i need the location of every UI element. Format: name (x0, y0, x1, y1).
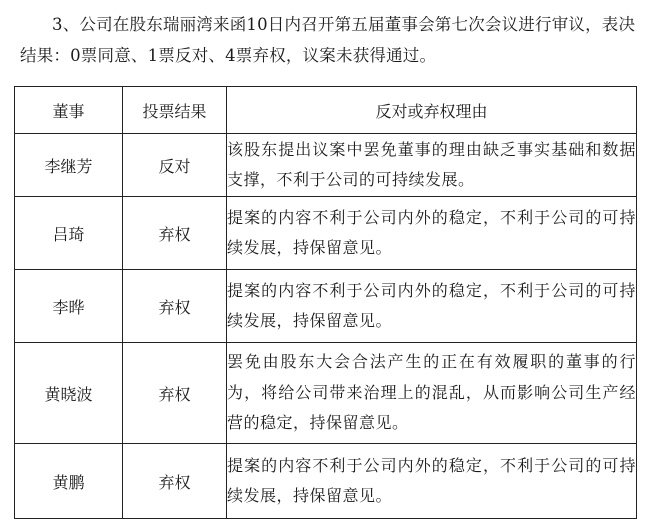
table-header-row (15, 87, 637, 134)
header-vote-result: 投票结果 (123, 87, 227, 134)
header-reason: 反对或弃权理由 (227, 87, 637, 134)
header-director: 董事 (15, 87, 123, 134)
table-row (15, 444, 637, 519)
director-name: 李继芳 (15, 134, 123, 197)
intro-line-1: 3、公司在股东瑞丽湾来函10日内召开第五届董事会第七次会议进行审议，表决 (52, 15, 636, 34)
vote-reason: 提案的内容不利于公司内外的稳定，不利于公司的可持续发展，持保留意见。 (227, 197, 637, 270)
director-name: 黄鹏 (15, 444, 123, 519)
intro-line-2: 结果：0票同意、1票反对、4票弃权，议案未获得通过。 (20, 46, 437, 65)
vote-result: 弃权 (123, 197, 227, 270)
vote-reason: 提案的内容不利于公司内外的稳定，不利于公司的可持续发展，持保留意见。 (227, 270, 637, 343)
vote-result: 弃权 (123, 270, 227, 343)
table-row (15, 134, 637, 197)
director-name: 李晔 (15, 270, 123, 343)
vote-result: 弃权 (123, 343, 227, 444)
vote-result-table (14, 86, 637, 519)
table-row (15, 343, 637, 444)
table-row (15, 197, 637, 270)
intro-paragraph (20, 9, 636, 71)
table-row (15, 270, 637, 343)
director-name: 吕琦 (15, 197, 123, 270)
director-name: 黄晓波 (15, 343, 123, 444)
vote-result: 反对 (123, 134, 227, 197)
vote-reason: 罢免由股东大会合法产生的正在有效履职的董事的行为，将给公司带来治理上的混乱，从而影响公司生产经营的稳定，持保留意见。 (227, 343, 637, 444)
vote-reason: 提案的内容不利于公司内外的稳定，不利于公司的可持续发展，持保留意见。 (227, 444, 637, 519)
vote-reason: 该股东提出议案中罢免董事的理由缺乏事实基础和数据支撑，不利于公司的可持续发展。 (227, 134, 637, 197)
vote-result: 弃权 (123, 444, 227, 519)
